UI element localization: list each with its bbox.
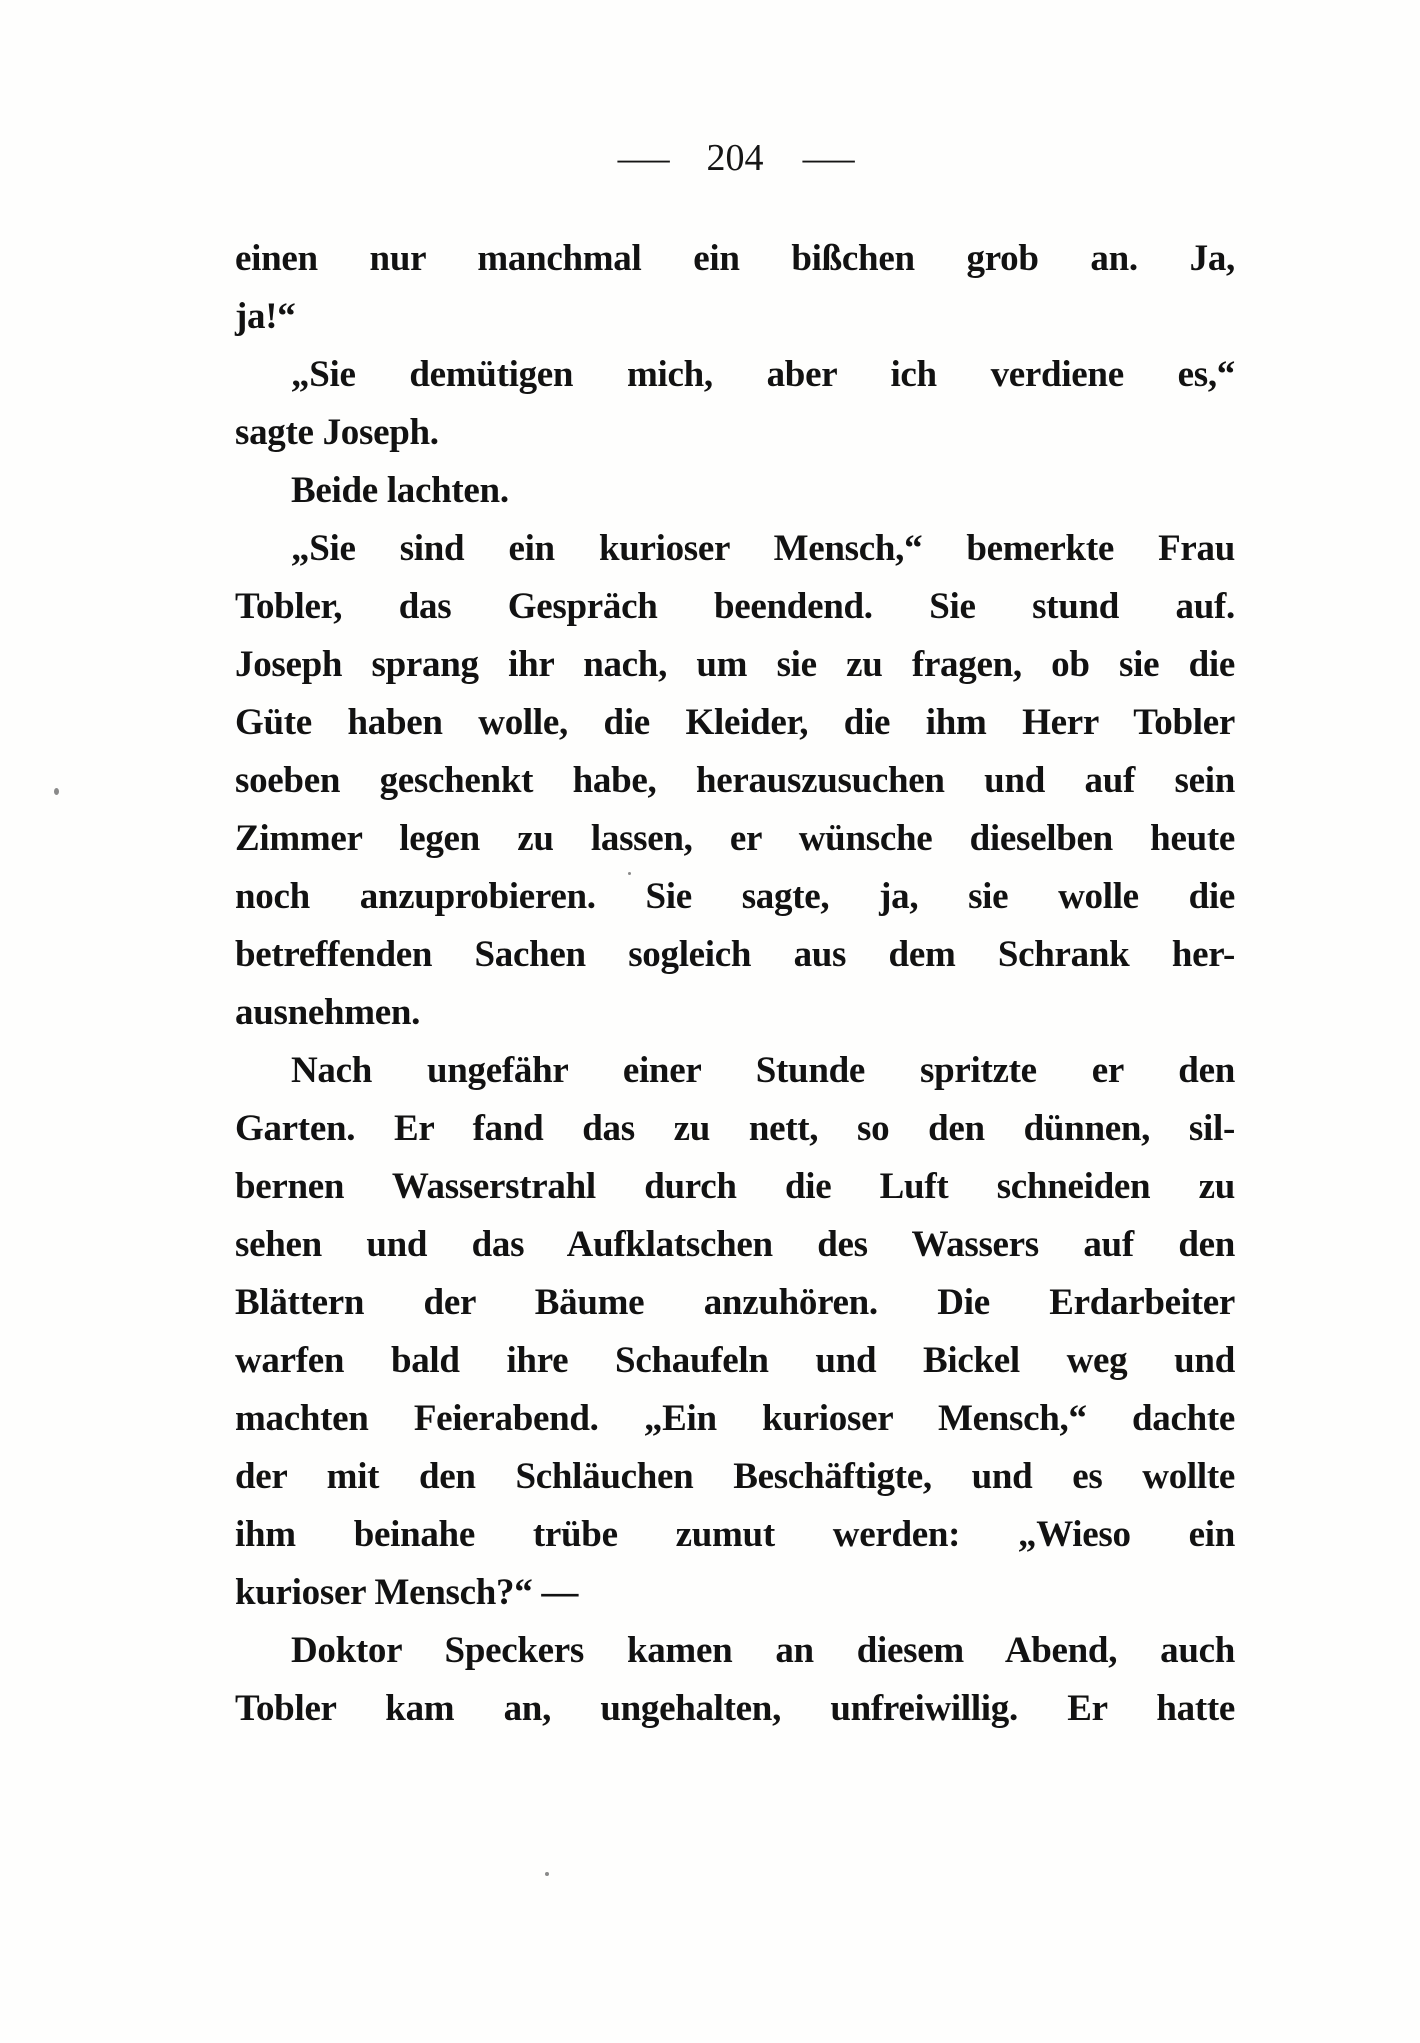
text-line-24: kurioser Mensch?“ —	[235, 1572, 579, 1613]
text-line-25: Doktor Speckers kamen an diesem Abend, auch	[291, 1630, 1235, 1671]
text-line-10: soeben geschenkt habe, herauszusuchen und auf sein	[235, 760, 1235, 801]
scan-speck	[54, 788, 59, 795]
text-line-20: warfen bald ihre Schaufeln und Bickel weg und	[235, 1340, 1235, 1381]
text-line-1: einen nur manchmal ein bißchen grob an. Ja,	[235, 238, 1235, 279]
header-dash-right: —	[802, 137, 853, 179]
text-line-18: sehen und das Aufklatschen des Wassers auf den	[235, 1224, 1235, 1265]
text-line-5: Beide lachten.	[291, 470, 509, 511]
text-line-4: sagte Joseph.	[235, 412, 439, 453]
text-line-11: Zimmer legen zu lassen, er wünsche dieselben heute	[235, 818, 1235, 859]
text-block	[235, 230, 1235, 1738]
text-line-3: „Sie demütigen mich, aber ich verdiene es,“	[291, 354, 1235, 395]
text-line-17: bernen Wasserstrahl durch die Luft schneiden zu	[235, 1166, 1235, 1207]
text-line-26: Tobler kam an, ungehalten, unfreiwillig. Er hatte	[235, 1688, 1235, 1729]
text-line-9: Güte haben wolle, die Kleider, die ihm Herr Tobler	[235, 702, 1235, 743]
text-line-2: ja!“	[235, 296, 296, 337]
text-line-7: Tobler, das Gespräch beendend. Sie stund auf.	[235, 586, 1235, 627]
header-dash-left: —	[617, 137, 668, 179]
scan-speck	[545, 1872, 549, 1876]
text-line-21: machten Feierabend. „Ein kurioser Mensch,“ dachte	[235, 1398, 1235, 1439]
text-line-19: Blättern der Bäume anzuhören. Die Erdarbeiter	[235, 1282, 1235, 1323]
text-line-22: der mit den Schläuchen Beschäftigte, und es wollte	[235, 1456, 1235, 1497]
text-line-8: Joseph sprang ihr nach, um sie zu fragen, ob sie die	[235, 644, 1235, 685]
text-line-13: betreffenden Sachen sogleich aus dem Schrank her-	[235, 934, 1235, 975]
text-line-14: ausnehmen.	[235, 992, 421, 1033]
scan-speck	[628, 872, 631, 875]
page-number: 204	[706, 137, 764, 179]
text-line-15: Nach ungefähr einer Stunde spritzte er den	[291, 1050, 1235, 1091]
text-line-6: „Sie sind ein kurioser Mensch,“ bemerkte Frau	[291, 528, 1235, 569]
text-line-16: Garten. Er fand das zu nett, so den dünnen, sil-	[235, 1108, 1235, 1149]
text-line-23: ihm beinahe trübe zumut werden: „Wieso ein	[235, 1514, 1235, 1555]
text-line-12: noch anzuprobieren. Sie sagte, ja, sie wolle die	[235, 876, 1235, 917]
page-header	[235, 136, 1235, 180]
